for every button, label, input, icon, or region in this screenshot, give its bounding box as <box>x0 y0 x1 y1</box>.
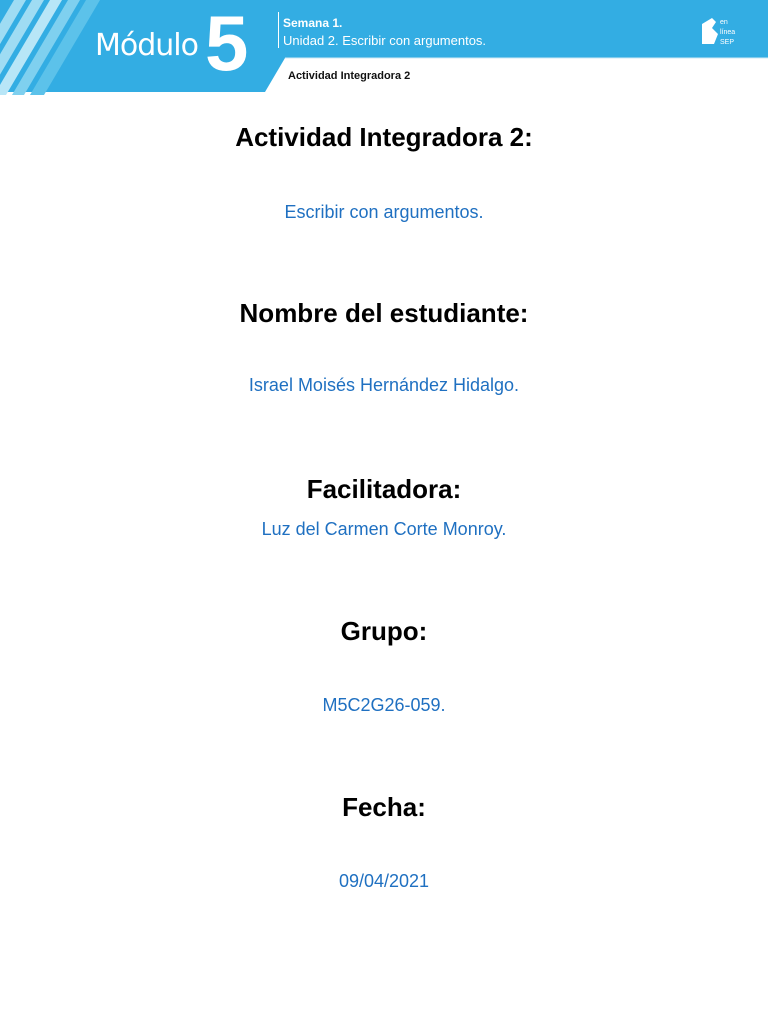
date-value: 09/04/2021 <box>338 871 430 891</box>
divider <box>278 12 279 48</box>
document-subtitle: Escribir con argumentos. <box>284 202 484 222</box>
prepa-en-linea-logo-icon <box>698 14 738 50</box>
student-label: Nombre del estudiante: <box>239 298 529 328</box>
svg-text:SEP: SEP <box>720 39 735 46</box>
group-label: Grupo: <box>340 616 428 646</box>
svg-text:en: en <box>720 19 728 26</box>
date-label: Fecha: <box>342 792 426 822</box>
svg-text:línea: línea <box>720 29 736 36</box>
student-name: Israel Moisés Hernández Hidalgo. <box>248 375 520 395</box>
unit-label: Unidad 2. Escribir con argumentos. <box>283 33 487 48</box>
facilitator-name: Luz del Carmen Corte Monroy. <box>261 519 507 539</box>
activity-label: Actividad Integradora 2 <box>288 70 411 82</box>
document-title: Actividad Integradora 2: <box>235 122 533 152</box>
facilitator-label: Facilitadora: <box>306 474 462 504</box>
module-number: 5 <box>205 0 249 87</box>
group-value: M5C2G26-059. <box>322 695 446 715</box>
week-label: Semana 1. <box>283 16 343 30</box>
module-label: Módulo <box>95 28 198 63</box>
page-header <box>0 0 768 95</box>
